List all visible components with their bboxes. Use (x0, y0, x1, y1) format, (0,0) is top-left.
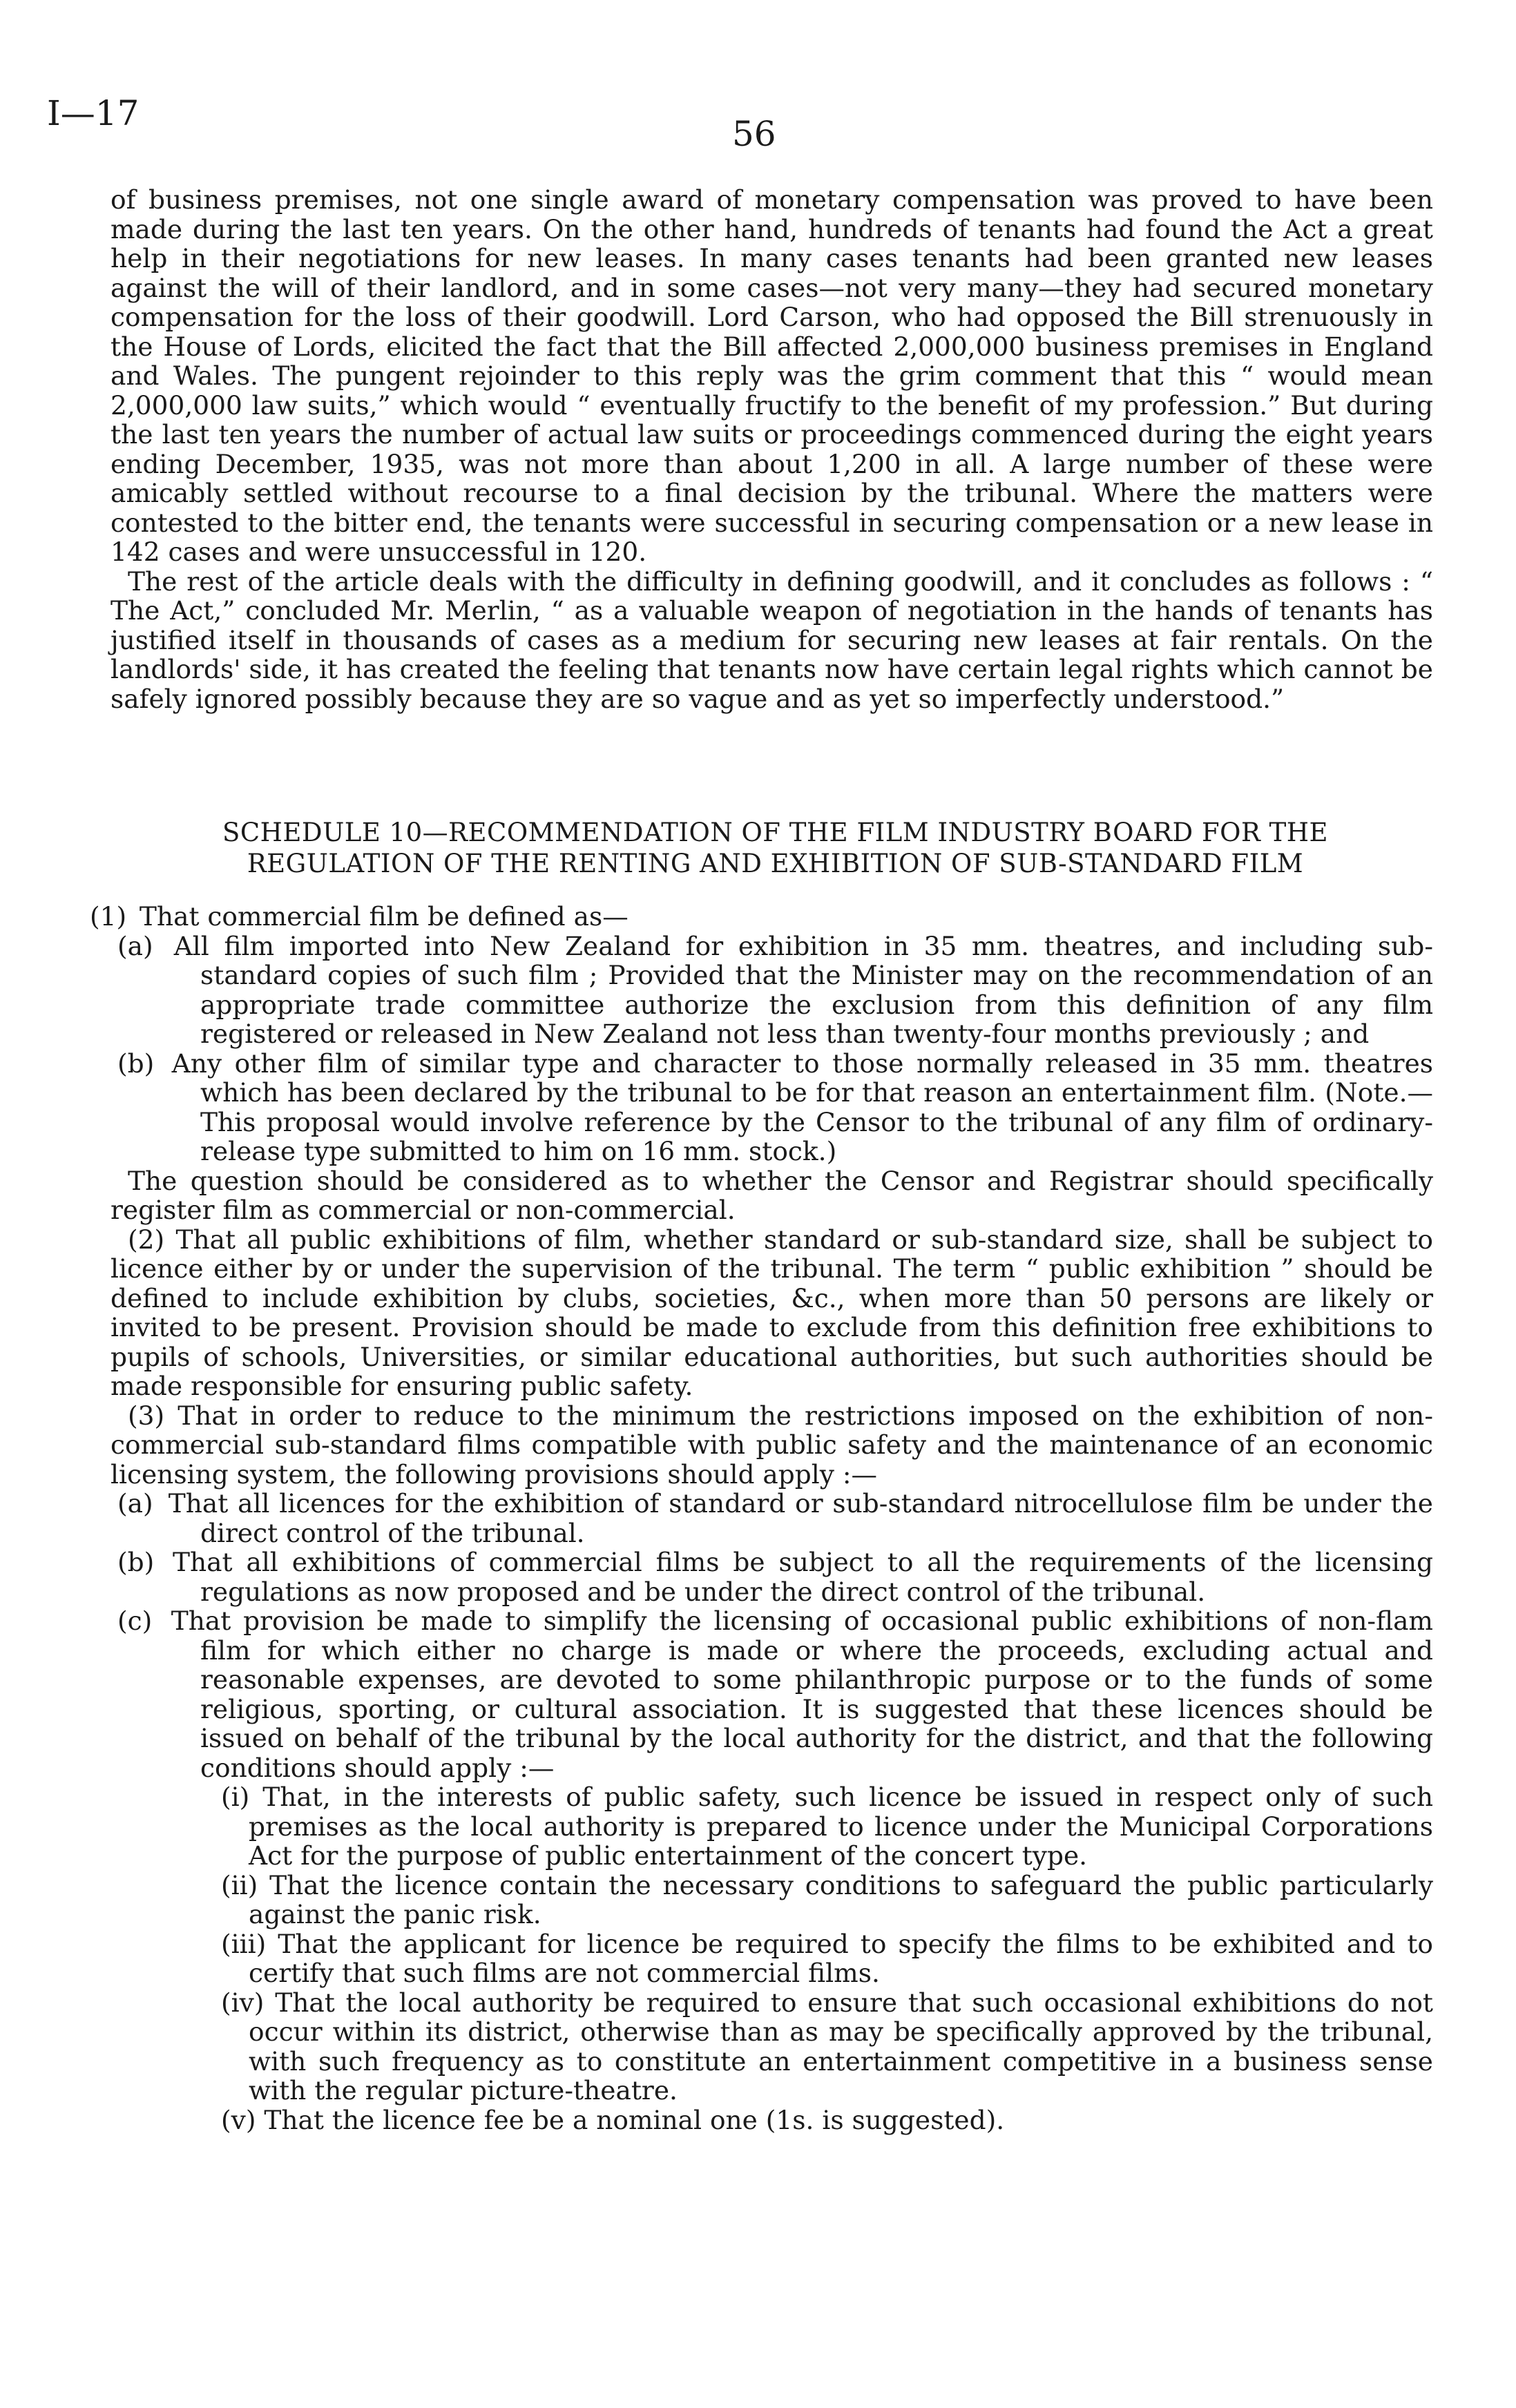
clause-text: Any other film of similar type and character to those normally released in 35 mm. theatres which has been declared by the tribunal to be for that reason an entertainment film. (Note.—This proposal would involve reference by the Censor to the tribunal of any film of ordinary-release type submitted to him on 16 mm. stock.) (171, 1048, 1434, 1166)
condition-iii (111, 1929, 1433, 1988)
condition-text: That the licence contain the necessary conditions to safeguard the public particularly against the panic risk. (249, 1869, 1434, 1929)
clause-label: (2) (128, 1224, 165, 1255)
clause-text: That provision be made to simplify the licensing of occasional public exhibitions of non-flam film for which either no charge is made or where the proceeds, excluding actual and reasonable expenses, are devoted to some philanthropic purpose or to the funds of some religious, sporting, or cultural association. It is suggested that these licences should be issued on behalf of the tribunal by the local authority for the district, and that the following conditions should apply :— (171, 1606, 1433, 1783)
condition-iv (111, 1988, 1433, 2106)
clause-1b: (b) Any other film of similar type and character to those normally released in 35 mm. theatres which has been declared by the tribunal to be for that reason an entertainment film. (Note.—This proposal would involve reference by the Censor to the tribunal of any film of ordinary-release type submitted to him on 16 mm. stock.) (117, 1048, 1434, 1166)
condition-ii (111, 1871, 1433, 1929)
clause-text: That in order to reduce to the minimum the restrictions imposed on the exhibition of non-commercial sub-standard films compatible with public safety and the maintenance of an economic licensing system, the following provisions should apply :— (111, 1400, 1433, 1490)
schedule-heading-line-2: REGULATION OF THE RENTING AND EXHIBITION OF SUB-STANDARD FILM (247, 849, 1304, 878)
condition-label: (i) (221, 1782, 250, 1812)
clause-1-note: The question should be considered as to whether the Censor and Registrar should specifically register film as commercial or non-commercial. (111, 1165, 1433, 1225)
condition-text: That the local authority be required to ensure that such occasional exhibitions do not occur within its district, otherwise than as may be specifically approved by the tribunal, with such frequency as to constitute an entertainment competitive in a business sense with the regular picture-theatre. (249, 1987, 1433, 2106)
clause-3 (111, 1401, 1433, 1490)
clause-3b: (b) That all exhibitions of commercial films be subject to all the requirements of the licensing regulations as now proposed and be under the direct control of the tribunal. (117, 1547, 1433, 1607)
clause-3a: (a) That all licences for the exhibition of standard or sub-standard nitrocellulose film be under the direct control of the tribunal. (117, 1488, 1434, 1548)
document-reference: I—17 (47, 93, 140, 133)
intro-paragraph-1: of business premises, not one single award of monetary compensation was proved to have been made during the last ten years. On the other hand, hundreds of tenants had found the Act a great help in their negotiations for new leases. In many cases tenants had been granted new leases against the will of their landlord, and in some cases—not very many—they had secured monetary compensation for the loss of their goodwill. Lord Carson, who had opposed the Bill strenuously in the House of Lords, elicited the fact that the Bill affected 2,000,000 business premises in England and Wales. The pungent rejoinder to this reply was the grim comment that this “ would mean 2,000,000 law suits,” which would “ eventually fructify to the benefit of my profession.” But during the last ten years the number of actual law suits or proceedings commenced during the eight years ending December, 1935, was not more than about 1,200 in all. A large number of these were amicably settled without recourse to a final decision by the tribunal. Where the matters were contested to the bitter end, the tenants were successful in securing compensation or a new lease in 142 cases and were unsuccessful in 120. (111, 184, 1433, 567)
condition-text: That, in the interests of public safety, such licence be issued in respect only of such premises as the local authority is prepared to licence under the Municipal Corporations Act for the purpose of public entertainment of the concert type. (249, 1782, 1434, 1871)
clause-text: That all exhibitions of commercial films be subject to all the requirements of the licensing regulations as now proposed and be under the direct control of the tribunal. (172, 1547, 1433, 1607)
clause-text: All film imported into New Zealand for exhibition in 35 mm. theatres, and including sub-standard copies of such film ; Provided that the Minister may on the recommendation of an appropriate trade committee authorize the exclusion from this definition of any film registered or released in New Zealand not less than twenty-four months previously ; and (173, 930, 1433, 1049)
clause-text: That all public exhibitions of film, whether standard or sub-standard size, shall be subject to licence either by or under the supervision of the tribunal. The term “ public exhibition ” should be defined to include exhibition by clubs, societies, &c., when more than 50 persons are likely or invited to be present. Provision should be made to exclude from this definition free exhibitions to pupils of schools, Universities, or similar educational authorities, but such authorities should be made responsible for ensuring public safety. (111, 1224, 1433, 1401)
clause-text: That commercial film be defined as— (139, 901, 629, 932)
condition-label: (v) (221, 2104, 256, 2135)
condition-text: That the licence fee be a nominal one (1s. is suggested). (264, 2104, 1005, 2135)
intro-paragraph-2: The rest of the article deals with the difficulty in defining goodwill, and it concludes as follows : “ The Act,” concluded Mr. Merlin, “ as a valuable weapon of negotiation in the hands of tenants has justified itself in thousands of cases as a medium for securing new leases at fair rentals. On the landlords' side, it has created the feeling that tenants now have certain legal rights which cannot be safely ignored possibly because they are so vague and as yet so imperfectly understood.” (111, 566, 1433, 714)
condition-label: (iv) (221, 1987, 265, 2018)
clause-text: That all licences for the exhibition of standard or sub-standard nitrocellulose film be under the direct control of the tribunal. (168, 1488, 1434, 1548)
condition-label: (ii) (221, 1869, 258, 1900)
clause-3c: (c) That provision be made to simplify the licensing of occasional public exhibitions of non-flam film for which either no charge is made or where the proceeds, excluding actual and reasonable expenses, are devoted to some philanthropic purpose or to the funds of some religious, sporting, or cultural association. It is suggested that these licences should be issued on behalf of the tribunal by the local authority for the district, and that the following conditions should apply :— (117, 1606, 1433, 1783)
condition-text: That the applicant for licence be required to specify the films to be exhibited and to certify that such films are not commercial films. (249, 1928, 1433, 1988)
condition-label: (iii) (221, 1928, 267, 1959)
clause-2 (111, 1225, 1433, 1401)
clause-1: (1) That commercial film be defined as— (90, 901, 629, 932)
intro-text (111, 185, 1433, 713)
schedule-heading (117, 817, 1433, 879)
condition-i (111, 1782, 1433, 1871)
clause-label: (3) (128, 1400, 165, 1431)
schedule-heading-line-1: SCHEDULE 10—RECOMMENDATION OF THE FILM INDUSTRY BOARD FOR THE (222, 818, 1329, 847)
page-number: 56 (732, 114, 776, 154)
clause-1a: (a) All film imported into New Zealand for exhibition in 35 mm. theatres, and including sub-standard copies of such film ; Provided that the Minister may on the recommendation of an appropriate trade committee authorize the exclusion from this definition of any film registered or released in New Zealand not less than twenty-four months previously ; and (117, 930, 1433, 1049)
schedule-body (90, 901, 1434, 2135)
condition-v (111, 2106, 1433, 2135)
